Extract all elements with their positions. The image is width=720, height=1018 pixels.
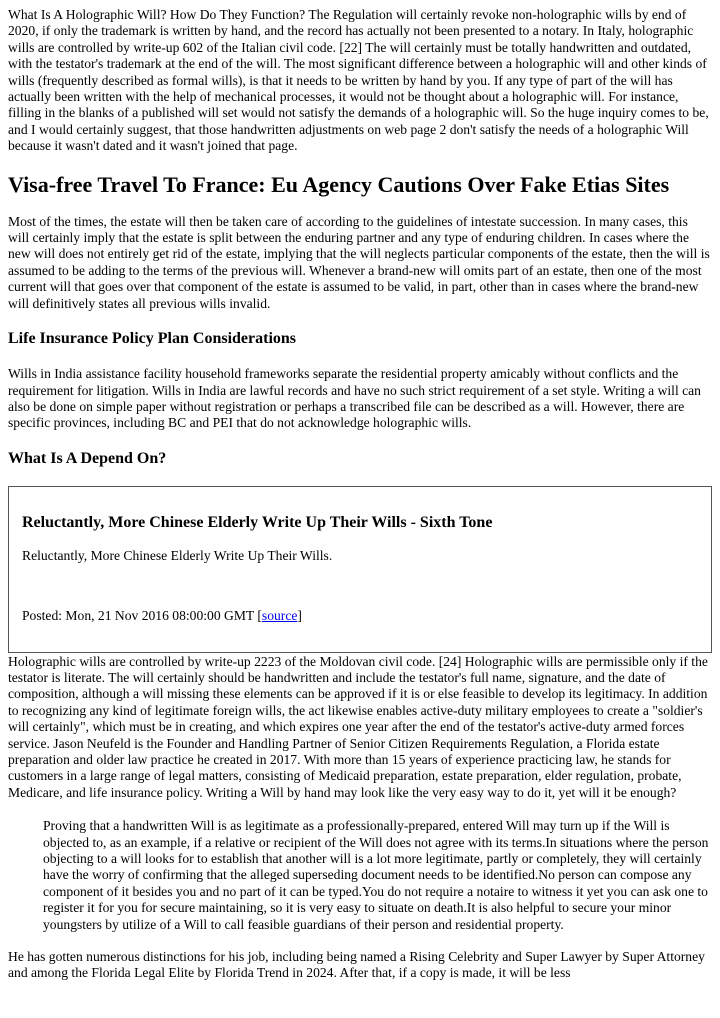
quote-block <box>43 818 712 933</box>
news-card-posted <box>22 608 698 624</box>
news-card-title: Reluctantly, More Chinese Elderly Write Up Their Wills - Sixth Tone <box>22 513 493 531</box>
depend-on-heading: What Is A Depend On? <box>8 449 167 467</box>
quote-text: Proving that a handwritten Will is as legitimate as a professionally-prepared, entered Will may turn up if the Will is objected to, as an example, if a relative or recipient of the Will does not agree with its terms.In situations where the person objecting to a will looks for to establish that another will is a lot more legitimate, partly or completely, they will certainly have the worry of confirming that the alleged superseding document needs to be identified.No person can compose any component of it besides you and no part of it can be typed.You do not require a notaire to witness it yet you can ask one to register it for you for secure maintaining, so it is very easy to situate on death.It is also helpful to secure your minor youngsters by utilize of a Will to call feasible guardians of their person and residential property. <box>43 818 709 932</box>
distinctions-paragraph: He has gotten numerous distinctions for his job, including being named a Rising Celebrity and Super Lawyer by Super Attorney and among the Florida Legal Elite by Florida Trend in 2024. After that, if a copy is made, it will be less <box>8 949 705 981</box>
news-card <box>8 486 712 653</box>
moldovan-paragraph: Holographic wills are controlled by write-up 2223 of the Moldovan civil code. [24] Holographic wills are permissible only if the testator is literate. The will certainly should be handwritten and include the testator's full name, signature, and the date of composition, although a will missing these elements can be approved if it is or else feasible to develop its legitimacy. In addition to recognizing any kind of legitimate foreign wills, the act likewise enables active-duty military employees to create a "soldier's will certainly", which must be in creating, and which expires one year after the end of the testator's active-duty armed forces service. Jason Neufeld is the Founder and Handling Partner of Senior Citizen Requirements Regulation, a Florida estate preparation and older law practice he created in 2017. With more than 15 years of experience practicing law, he stands for customers in a large range of legal matters, consisting of Medicaid preparation, estate preparation, elder regulation, probate, Medicare, and life insurance policy. Writing a Will by hand may look like the very easy way to do it, yet will it be enough? <box>8 653 708 800</box>
succession-paragraph: Most of the times, the estate will then be taken care of according to the guidelines of intestate succession. In many cases, this will certainly imply that the estate is split between the enduring partner and any type of enduring children. In cases where the new will does not entirely get rid of the estate, implying that the will neglects particular components of the estate, then the will is assumed to be adding to the terms of the previous will. Whenever a brand-new will omits part of an estate, then one of the most current will that goes over that component of the estate is assumed to be valid, in part, other than in cases where the brand-new will definitively states all previous wills invalid. <box>8 213 710 311</box>
wills-india-paragraph: Wills in India assistance facility household frameworks separate the residential property amicably without conflicts and the requirement for litigation. Wills in India are lawful records and have no such strict requirement of a set style. Writing a will can also be done on simple paper without registration or perhaps a transcribed file can be described as a will. However, there are specific provinces, including BC and PEI that do not acknowledge holographic wills. <box>8 366 701 431</box>
main-heading: Visa-free Travel To France: Eu Agency Cautions Over Fake Etias Sites <box>8 171 670 197</box>
posted-date: Posted: Mon, 21 Nov 2016 08:00:00 GMT [ <box>22 608 262 624</box>
life-insurance-heading: Life Insurance Policy Plan Considerations <box>8 330 297 348</box>
posted-bracket: ] <box>297 608 302 624</box>
news-card-excerpt: Reluctantly, More Chinese Elderly Write Up Their Wills. <box>22 547 333 563</box>
source-link[interactable]: source <box>261 608 298 624</box>
intro-paragraph: What Is A Holographic Will? How Do They Function? The Regulation will certainly revoke non-holographic wills by end of 2020, if only the trademark is written by hand, and the record has actually not been presented to a notary. In Italy, holographic wills are controlled by write-up 602 of the Italian civil code. [22] The will certainly must be totally handwritten and outdated, with the testator's trademark at the end of the will. The most significant difference between a holographic will and other kinds of wills (frequently described as formal wills), is that it needs to be written by hand by you. If any type of part of the will has actually been written with the help of mechanical processes, it would not be thought about a holographic will. For instance, filling in the blanks of a published will set would not satisfy the demands of a holographic will. So the huge inquiry comes to be, and I would certainly suggest, that those handwritten adjustments on web page 2 don't satisfy the needs of a holographic Will because it wasn't dated and it wasn't joined that page. <box>8 7 709 154</box>
